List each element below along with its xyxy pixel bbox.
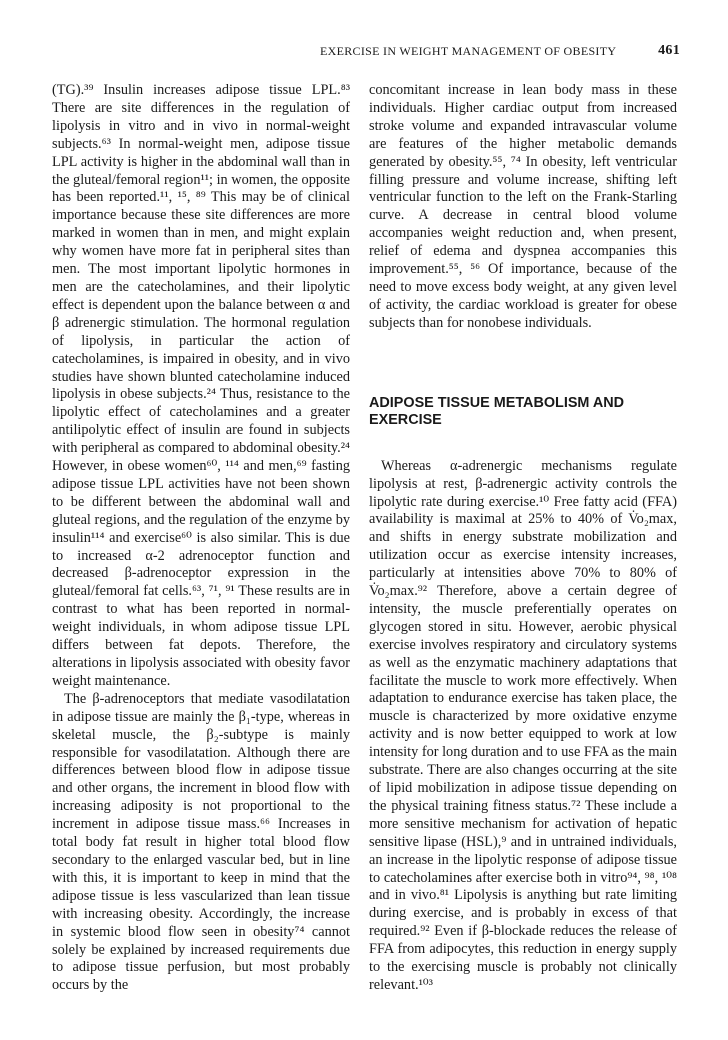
running-title: EXERCISE IN WEIGHT MANAGEMENT OF OBESITY: [320, 44, 617, 58]
body-paragraph: The β-adrenoceptors that mediate vasodilatation in adipose tissue are mainly the β₁-type, whereas in skeletal muscle, the β₂-subtype is mainly responsible for vasodilatation. Although there are differences between blood flow in adipose tissue and other organs, the increment in blood flow with increasing adiposity is not proportional to the increment in adipose tissue mass.⁶⁶ Increases in total body fat result in higher total blood flow secondary to the enlarged vascular bed, but in line with this, it is important to keep in mind that the adipose tissue is less vascularized than lean tissue with increasing obesity. Accordingly, the increase in systemic blood flow seen in obesity⁷⁴ cannot solely be explained by increased requirements due to adipose tissue perfusion, but most probably occurs by the: [52, 690, 350, 994]
right-column: [369, 82, 677, 995]
body-paragraph: (TG).³⁹ Insulin increases adipose tissue LPL.⁸³ There are site differences in the regulation of lipolysis in vitro and in vivo in normal-weight subjects.⁶³ In normal-weight men, adipose tissue LPL activity is higher in the abdominal wall than in the gluteal/femoral region¹¹; in women, the opposite has been reported.¹¹, ¹⁵, ⁸⁹ This may be of clinical importance because these site differences are more marked in women than in men, and might explain why women have more fat in peripheral sites than men. The most important lipolytic hormones in men are the catecholamines, and their lipolytic effect is dependent upon the balance between α and β adrenergic stimulation. The hormonal regulation of lipolysis, in particular the action of catecholamines, is impaired in obesity, and in vivo studies have shown blunted catecholamine induced lipolysis in obese subjects.²⁴ Thus, resistance to the lipolytic effect of catecholamines and a greater antilipolytic effect of insulin are found in subjects with peripheral as compared to abdominal obesity.²⁴ However, in obese women⁶⁰, ¹¹⁴ and men,⁶⁹ fasting adipose tissue LPL activities have not been shown to be different between the abdominal wall and gluteal regions, and the regulation of the enzyme by insulin¹¹⁴ and exercise⁶⁰ is also similar. This is due to increased α-2 adrenoceptor function and decreased β-adrenoceptor expression in the gluteal/femoral fat cells.⁶³, ⁷¹, ⁹¹ These results are in contrast to what has been reported in normal-weight individuals, in whom adipose tissue LPL differs between fat depots. Therefore, the alterations in lipolysis associated with obesity favor weight maintenance.: [52, 82, 351, 689]
running-head: [320, 44, 680, 59]
section-heading: ADIPOSE TISSUE METABOLISM AND EXERCISE: [369, 394, 625, 428]
page-number: 461: [658, 43, 680, 58]
body-paragraph: concomitant increase in lean body mass in these individuals. Higher cardiac output from increased stroke volume and expanded intravascular volume are features of the higher metabolic demands generated by obesity.⁵⁵, ⁷⁴ In obesity, left ventricular filling pressure and volume increase, shifting left ventricular function to the left on the Frank-Starling curve. A decrease in central blood volume accompanies weight reduction and, when present, relief of edema and dyspnea accompanies this improvement.⁵⁵, ⁵⁶ Of importance, because of the need to move excess body weight, at any given level of activity, the cardiac workload is greater for obese subjects than for nonobese individuals.: [369, 82, 677, 331]
left-column: [52, 82, 350, 995]
body-paragraph: Whereas α-adrenergic mechanisms regulate lipolysis at rest, β-adrenergic activity controls the lipolytic rate during exercise.¹⁰ Free fatty acid (FFA) availability is maximal at 25% to 40% of V̇o₂max, and shifts in energy substrate mobilization and utilization occur as exercise intensity increases, particularly at intensities above 70% to 80% of V̇o₂max.⁹² Therefore, above a certain degree of intensity, the muscle preferentially operates on glycogen stored in situ. However, aerobic physical exercise involves respiratory and circulatory systems as well as the enzymatic machinery adaptations that facilitate the muscle to work more effectively. When adaptation to endurance exercise has taken place, the muscle is characterized by more oxidative enzyme activity and is now better equipped to work at low intensity for long duration and to use FFA as the main substrate. There are also changes occurring at the site of lipid mobilization in adipose tissue depending on the physical training fitness status.⁷² These include a more sensitive mechanism for activation of hepatic sensitive lipase (HSL),⁹ and in untrained individuals, an increase in the lipolytic response of adipose tissue to catecholamines after exercise both in vitro⁹⁴, ⁹⁸, ¹⁰⁸ and in vivo.⁸¹ Lipolysis is anything but rate limiting during exercise, and is probably in excess of that required.⁹² Even if β-blockade reduces the release of FFA from adipocytes, this reduction in energy supply to the exercising muscle is probably not clinically relevant.¹⁰³: [369, 457, 677, 993]
